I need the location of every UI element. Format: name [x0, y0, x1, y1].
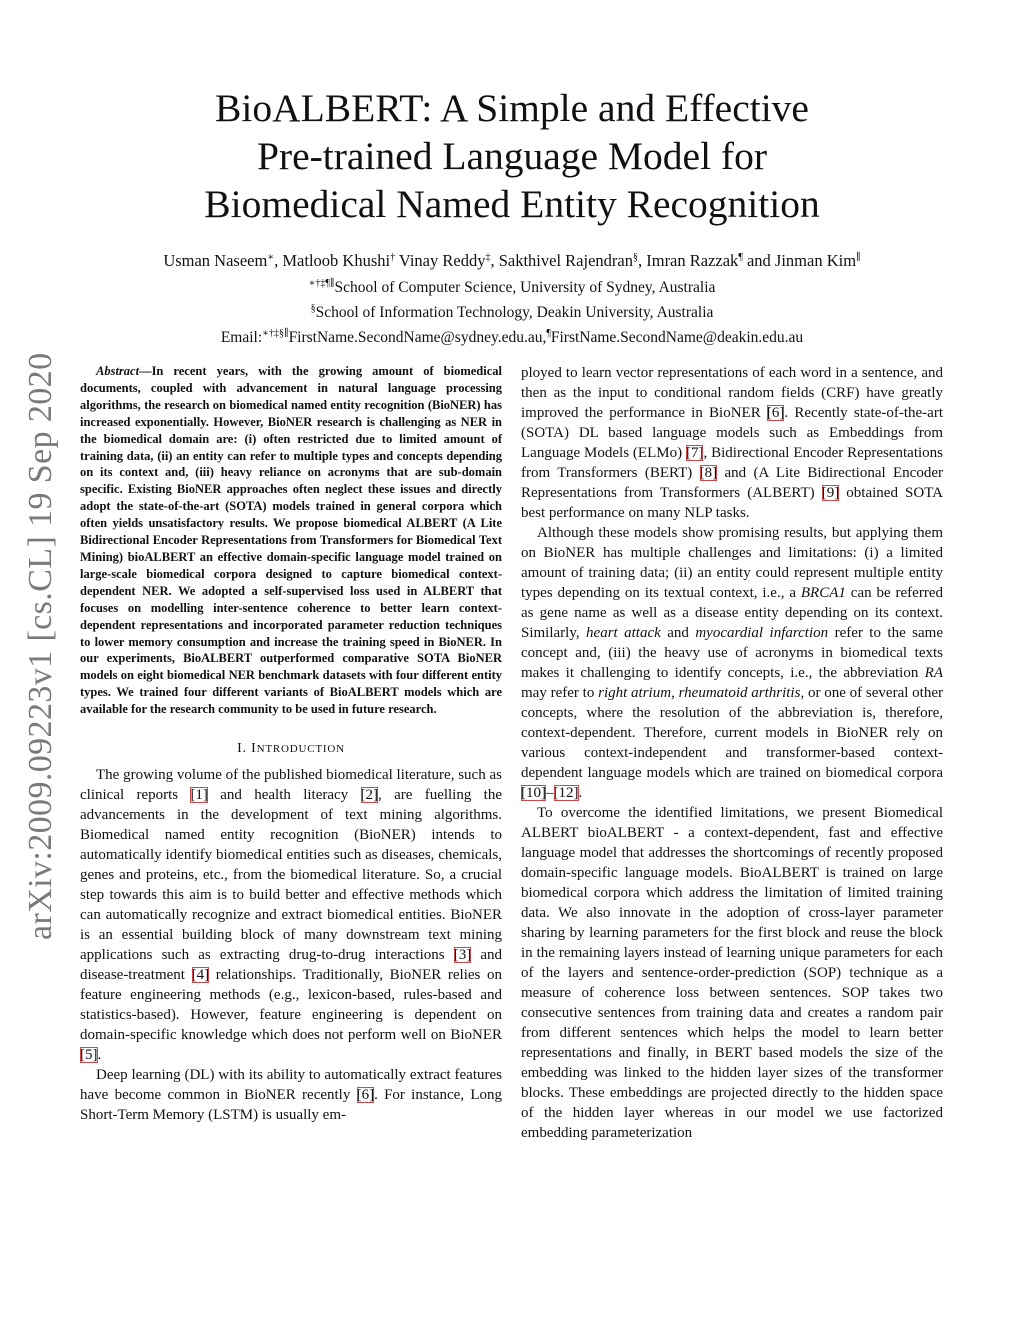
author-name: Sakthivel Rajendran [498, 251, 633, 270]
body-paragraph [521, 803, 943, 1143]
text-run: refer to the same concept and, (iii) the heavy use of acronyms in biomedical texts makes it challenging to identify concepts, i.e., the abbreviation [521, 625, 943, 681]
citation-link[interactable]: [3] [453, 947, 472, 964]
text-run: and health literacy [207, 787, 361, 804]
arxiv-identifier: arXiv:2009.09223v1 [cs.CL] 19 Sep 2020 [22, 352, 59, 940]
text-run: relationships. Traditionally, BioNER relies on feature engineering methods (e.g., lexicon-based, rules-based and statistics-based). However, feature engineering is dependent on domain-specific knowledge which does not perform well on BioNER [80, 967, 502, 1044]
left-column [80, 363, 502, 1125]
author-mark: ∥ [856, 252, 861, 263]
paper-title [112, 84, 912, 228]
citation-link[interactable]: [4] [191, 967, 210, 984]
author-mark: ∗ [267, 252, 275, 263]
arxiv-identifier-stamp [18, 352, 68, 942]
email-mark: ∗†‡§∥ [262, 328, 289, 339]
text-run: The growing volume of the published biomedical literature, such as clinical reports [80, 767, 502, 804]
text-run: , Bidirectional Encoder Representations from Transformers (BERT) [521, 445, 943, 481]
abstract-dash: — [139, 364, 152, 378]
email-mark: ¶ [546, 328, 551, 339]
italic-term: BRCA1 [800, 585, 846, 601]
section-heading-introduction [80, 739, 502, 759]
title-line: Biomedical Named Entity Recognition [204, 182, 820, 226]
text-run: Deep learning (DL) with its ability to automatically extract features have become common in BioNER recently [80, 1067, 502, 1104]
abstract [80, 363, 502, 718]
author-mark: † [390, 252, 396, 263]
text-run: – [546, 785, 554, 801]
italic-term: right atrium [598, 685, 672, 701]
text-run: , or one of several other concepts, where the resolution of the abbreviation is, therefore, context-dependent. Therefore, current models in BioNER rely on various context-independent and transformer-based context-dependent language models which are trained on biomedical corpora [521, 685, 944, 781]
text-run: . For instance, Long Short-Term Memory (LSTM) is usually em- [80, 1087, 502, 1124]
citation-link[interactable]: [6] [356, 1087, 375, 1104]
text-run: can be referred as gene name as well as a disease entity depending on its context. Similarly, [521, 585, 943, 641]
affiliation-mark: ∗†‡¶∥ [308, 278, 335, 289]
citation-link[interactable]: [10] [521, 785, 546, 801]
author-mark: ¶ [738, 252, 743, 263]
citation-link[interactable]: [5] [80, 1047, 98, 1064]
text-run: , [671, 685, 679, 701]
section-numeral: I. [237, 741, 247, 757]
email-label: Email: [220, 329, 263, 346]
citation-link[interactable]: [8] [699, 465, 718, 481]
text-run: . [578, 785, 583, 801]
text-run: and [660, 625, 696, 641]
right-column [521, 363, 943, 1143]
text-run: may refer to [521, 685, 599, 701]
affiliation-mark: § [310, 303, 316, 314]
affiliation-text: School of Computer Science, University of Sydney, Australia [334, 279, 716, 296]
section-title-rest: NTRODUCTION [256, 743, 345, 756]
author-name: Vinay Reddy [398, 251, 486, 270]
affiliation-text: School of Information Technology, Deakin University, Australia [315, 304, 714, 321]
affiliation [80, 273, 944, 298]
intro-paragraph [80, 765, 502, 1065]
author-name: Matloob Khushi [282, 251, 391, 270]
intro-paragraph [80, 1065, 502, 1125]
italic-term: heart attack [586, 625, 661, 641]
text-run: obtained SOTA best performance on many NLP tasks. [521, 485, 943, 521]
author-name: Jinman Kim [774, 251, 857, 270]
author-name: Imran Razzak [646, 251, 739, 270]
section-title-initial: I [251, 741, 257, 757]
italic-term: myocardial infarction [695, 625, 829, 641]
text-run: and disease-treatment [80, 947, 502, 984]
title-line: Pre-trained Language Model for [256, 134, 767, 178]
italic-term: rheumatoid arthritis [678, 685, 801, 701]
citation-link[interactable]: [1] [190, 787, 208, 804]
author-mark: ‡ [485, 252, 491, 263]
email-line [80, 323, 944, 348]
citation-link[interactable]: [7] [685, 445, 704, 461]
citation-link[interactable]: [9] [821, 485, 840, 501]
italic-term: RA [924, 665, 943, 681]
email-address[interactable]: FirstName.SecondName@deakin.edu.au [550, 329, 804, 346]
author-list: Usman Naseem∗, Matloob Khushi† Vinay Reddy‡, Sakthivel Rajendran§, Imran Razzak¶ and Jinman Kim∥ [163, 251, 861, 270]
body-paragraph [521, 363, 943, 523]
citation-link[interactable]: [2] [360, 787, 378, 804]
author-block [80, 246, 944, 348]
text-run: To overcome the identified limitations, we present Biomedical ALBERT bioALBERT - a context-dependent, fast and effective language model that addresses the shortcomings of recently proposed domain-specific language models. BioALBERT is trained on large biomedical corpora which address the limitation of limited training data. We also innovate in the adoption of cross-layer parameter sharing by learning parameters for the first block and reuse the block in the remaining layers instead of learning unique parameters for each of the layers and sentence-order-prediction (SOP) technique as a measure of coherence loss between sentences. SOP takes two consecutive sentences from training data and creates a random pair from different sentences which helps the model to learn better representations and finally, in BERT based models the size of the embedding was linked to the hidden layer sizes of the transformer blocks. These embeddings are projected directly to the hidden space of the hidden layer whereas in our model we use factorized embedding parameterization [521, 805, 943, 1141]
email-address[interactable]: FirstName.SecondName@sydney.edu.au, [288, 329, 547, 346]
abstract-text: In recent years, with the growing amount of biomedical documents, coupled with advancement in natural language processing algorithms, the research on biomedical named entity recognition (BioNER) has increased exponentially. However, BioNER research is challenging as NER in the biomedical domain are: (i) often restricted due to limited amount of training data, (ii) an entity can refer to multiple types and concepts depending on its context and, (iii) heavy reliance on acronyms that are sub-domain specific. Existing BioNER approaches often neglect these issues and directly adopt the state-of-the-art (SOTA) models trained in general corpora which often yields unsatisfactory results. We propose biomedical ALBERT (A Lite Bidirectional Encoder Representations from Transformers for Biomedical Text Mining) bioALBERT an effective domain-specific language model trained on large-scale biomedical corpora designed to capture biomedical context-dependent NER. We adopted a self-supervised loss used in ALBERT that focuses on modelling inter-sentence coherence to better learn context-dependent representations and incorporated parameter reduction techniques to lower memory consumption and increase the training speed in BioNER. In our experiments, BioALBERT outperformed comparative SOTA BioNER models on eight biomedical NER benchmark datasets with four different entity types. We trained four different variants of BioALBERT models which are available for the research community to be used in future research. [80, 364, 502, 717]
affiliation [80, 298, 944, 323]
citation-link[interactable]: [6] [766, 405, 785, 421]
title-line: BioALBERT: A Simple and Effective [215, 86, 809, 130]
text-run: Although these models show promising results, but applying them on BioNER has multiple challenges and limitations: (i) a limited amount of training data; (ii) an entity could represent multiple entity types depending on its textual context, i.e., a [521, 525, 943, 601]
text-run: ployed to learn vector representations of each word in a sentence, and then as the input to conditional random fields (CRF) have greatly improved the performance in BioNER [521, 365, 943, 421]
body-paragraph [521, 523, 943, 803]
author-mark: § [632, 252, 638, 263]
text-run: . [97, 1047, 102, 1064]
text-run: , are fuelling the advancements in the development of text mining algorithms. Biomedical named entity recognition (BioNER) intends to automatically identify biomedical entities such as diseases, chemicals, genes and proteins, etc., from the biomedical literature. So, a crucial step towards this aim is to build better and effective methods which can automatically recognize and extract biomedical entities. BioNER is an essential building block of many downstream text mining applications such as extracting drug-to-drug interactions [80, 787, 502, 964]
author-name: Usman Naseem [163, 251, 268, 270]
abstract-label: Abstract [96, 364, 140, 378]
text-run: . Recently state-of-the-art (SOTA) DL based language models such as Embeddings from Language Models (ELMo) [521, 405, 943, 461]
text-run: and (A Lite Bidirectional Encoder Representations from Transformers (ALBERT) [521, 465, 943, 501]
citation-link[interactable]: [12] [553, 785, 579, 801]
